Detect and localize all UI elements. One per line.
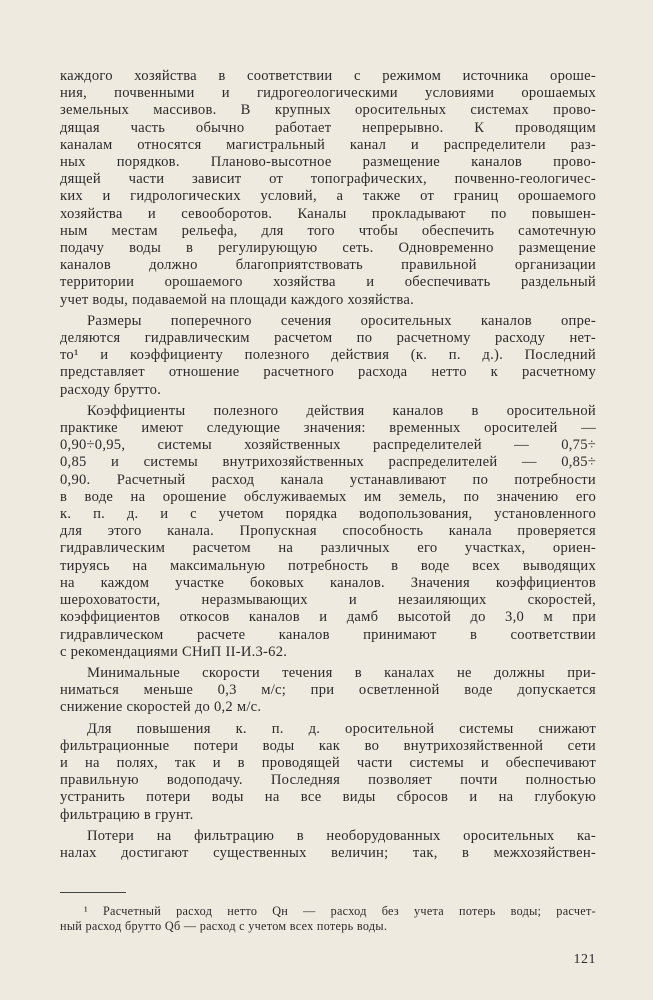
text-line: к. п. д. и с учетом порядка водопользования, установленного: [60, 506, 596, 523]
footnote-line: ¹ Расчетный расход нетто Qн — расход без учета потерь воды; расчет-: [84, 904, 596, 918]
text-line: гидравлическим расчетом на различных его участках, ориен-: [60, 540, 596, 557]
text-line: ких и гидрологических условий, а также от границ орошаемого: [60, 188, 596, 205]
footnote-line: ный расход брутто Qб — расход с учетом всех потерь воды.: [60, 919, 388, 933]
text-line: тируясь на максимальную потребность в воде всех выводящих: [60, 557, 596, 574]
text-line: Потери на фильтрацию в необорудованных оросительных ка-: [87, 827, 596, 844]
page-number: 121: [573, 952, 596, 967]
text-line: на каждом участке боковых каналов. Значения коэффициентов: [60, 574, 596, 591]
text-line: с рекомендациями СНиП II-И.3-62.: [60, 643, 288, 660]
text-line: земельных массивов. В крупных оросительных системах прово-: [60, 102, 596, 119]
text-line: шероховатости, неразмывающих и незаиляющих скоростей,: [60, 592, 596, 609]
text-line: фильтрацию в грунт.: [60, 806, 194, 823]
footnote-divider: [60, 892, 126, 893]
text-line: и на полях, так и в проводящей части системы и обеспечивают: [60, 754, 596, 771]
paragraph-6: [60, 828, 596, 862]
text-line: Минимальные скорости течения в каналах не должны при-: [87, 664, 596, 681]
text-line: представляет отношение расчетного расхода нетто к расчетному: [60, 364, 596, 381]
text-line: 0,90÷0,95, системы хозяйственных распределителей — 0,75÷: [60, 437, 596, 454]
text-line: правильную водоподачу. Последняя позволяет почти полностью: [60, 772, 596, 789]
text-line: коэффициентов откосов каналов и дамб высотой до 3,0 м при: [60, 609, 596, 626]
text-line: снижение скоростей до 0,2 м/с.: [60, 699, 262, 716]
text-line: дящая часть обычно работает непрерывно. К проводящим: [60, 119, 596, 136]
text-line: деляются гидравлическим расчетом по расчетному расходу нет-: [60, 330, 596, 347]
paragraph-1: [60, 68, 596, 309]
text-line: для этого канала. Пропускная способность канала проверяется: [60, 523, 596, 540]
paragraph-3: [60, 403, 596, 661]
text-line: каждого хозяйства в соответствии с режимом источника ороше-: [60, 68, 596, 84]
text-line: Размеры поперечного сечения оросительных каналов опре-: [87, 312, 596, 329]
text-line: 0,90. Расчетный расход канала устанавливают по потребности: [60, 471, 596, 488]
text-line: хозяйства и севооборотов. Каналы прокладывают по повышен-: [60, 205, 596, 222]
text-line: то¹ и коэффициенту полезного действия (к. п. д.). Последний: [60, 347, 596, 364]
text-line: ния, почвенными и гидрогеологическими условиями орошаемых: [60, 85, 596, 102]
text-line: территории орошаемого хозяйства и обеспечивать раздельный: [60, 274, 596, 291]
text-line: 0,85 и системы внутрихозяйственных распределителей — 0,85÷: [60, 454, 596, 471]
text-line: учет воды, подаваемой на площади каждого хозяйства.: [60, 291, 414, 308]
footnote: [60, 904, 596, 934]
paragraph-5: [60, 721, 596, 824]
text-line: ным местам рельефа, для того чтобы обеспечить самотечную: [60, 222, 596, 239]
text-line: ниматься меньше 0,3 м/с; при осветленной воде допускается: [60, 682, 596, 699]
text-line: Коэффициенты полезного действия каналов в оросительной: [87, 402, 596, 419]
main-text: [60, 68, 596, 862]
text-line: в воде на орошение обслуживаемых им земель, по значению его: [60, 488, 596, 505]
text-line: ных порядков. Планово-высотное размещение каналов прово-: [60, 154, 596, 171]
paragraph-4: [60, 665, 596, 717]
text-line: подачу воды в регулирующую сеть. Одновременно размещение: [60, 240, 596, 257]
text-line: расходу брутто.: [60, 381, 162, 398]
text-line: Для повышения к. п. д. оросительной системы снижают: [87, 720, 596, 737]
text-line: налах достигают существенных величин; так, в межхозяйствен-: [60, 844, 596, 861]
paragraph-2: [60, 313, 596, 399]
text-line: каналов должно благоприятствовать правильной организации: [60, 257, 596, 274]
text-line: гидравлическом расчете каналов принимают в соответствии: [60, 626, 596, 643]
text-line: каналам относятся магистральный канал и распределители раз-: [60, 136, 596, 153]
text-line: дящей части зависит от топографических, почвенно-геологичес-: [60, 171, 596, 188]
text-line: практике имеют следующие значения: временных оросителей —: [60, 420, 596, 437]
text-line: устранить потери воды на все виды сбросов и на глубокую: [60, 789, 596, 806]
text-line: фильтрационные потери воды как во внутрихозяйственной сети: [60, 737, 596, 754]
